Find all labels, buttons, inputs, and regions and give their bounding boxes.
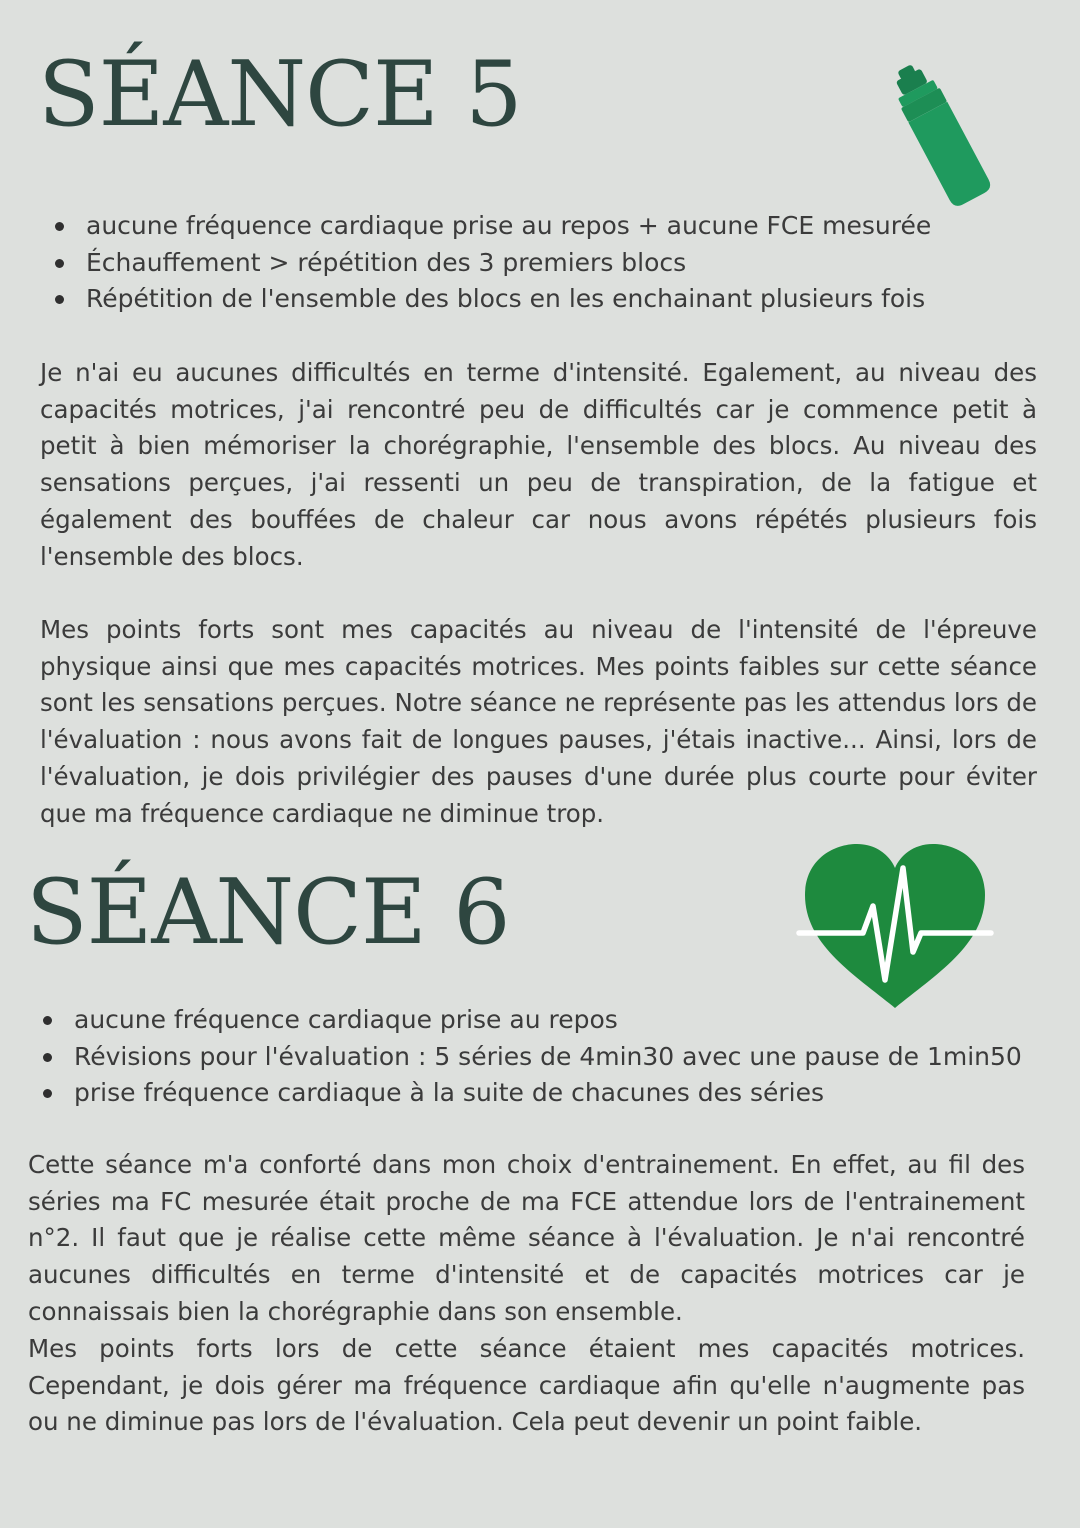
list-item: aucune fréquence cardiaque prise au repos: [28, 1002, 1022, 1039]
list-item: aucune fréquence cardiaque prise au repos + aucune FCE mesurée: [40, 208, 931, 245]
list-item: Répétition de l'ensemble des blocs en les enchainant plusieurs fois: [40, 281, 931, 318]
seance-6-bullet-list: [28, 1002, 1022, 1112]
seance-6-paragraph-2: Mes points forts lors de cette séance étaient mes capacités motrices. Cependant, je dois gérer ma fréquence cardiaque afin qu'elle n'augmente pas ou ne diminue pas lors de l'évaluation. Cela peut devenir un point faible.: [28, 1334, 1025, 1437]
seance-6-paragraph-1: Cette séance m'a conforté dans mon choix d'entrainement. En effet, au fil des séries ma FC mesurée était proche de ma FCE attendue lors de l'entrainement n°2. Il faut que je réalise cette même séance à l'évaluation. Je n'ai rencontré aucunes difficultés en terme d'intensité et de capacités motrices car je connaissais bien la chorégraphie dans son ensemble.: [28, 1150, 1025, 1326]
list-item: Révisions pour l'évaluation : 5 séries de 4min30 avec une pause de 1min50: [28, 1039, 1022, 1076]
seance-6-title: SÉANCE 6: [26, 860, 510, 965]
seance-5-paragraph-2: Mes points forts sont mes capacités au niveau de l'intensité de l'épreuve physique ainsi que mes capacités motrices. Mes points faibles sur cette séance sont les sensations perçues. Notre séance ne représente pas les attendus lors de l'évaluation : nous avons fait de longues pauses, j'étais inactive... Ainsi, lors de l'évaluation, je dois privilégier des pauses d'une durée plus courte pour éviter que ma fréquence cardiaque ne diminue trop.: [40, 615, 1037, 828]
water-bottle-icon: [880, 55, 1000, 215]
list-item: prise fréquence cardiaque à la suite de chacunes des séries: [28, 1075, 1022, 1112]
seance-5-paragraph-1: Je n'ai eu aucunes difficultés en terme d'intensité. Egalement, au niveau des capacités motrices, j'ai rencontré peu de difficultés car je commence petit à petit à bien mémoriser la chorégraphie, l'ensemble des blocs. Au niveau des sensations perçues, j'ai ressenti un peu de transpiration, de la fatigue et également des bouffées de chaleur car nous avons répétés plusieurs fois l'ensemble des blocs.: [40, 358, 1037, 571]
list-item: Échauffement > répétition des 3 premiers blocs: [40, 245, 931, 282]
seance-5-title: SÉANCE 5: [38, 42, 522, 147]
heartbeat-icon: [795, 840, 995, 1015]
seance-5-bullet-list: [40, 208, 931, 318]
